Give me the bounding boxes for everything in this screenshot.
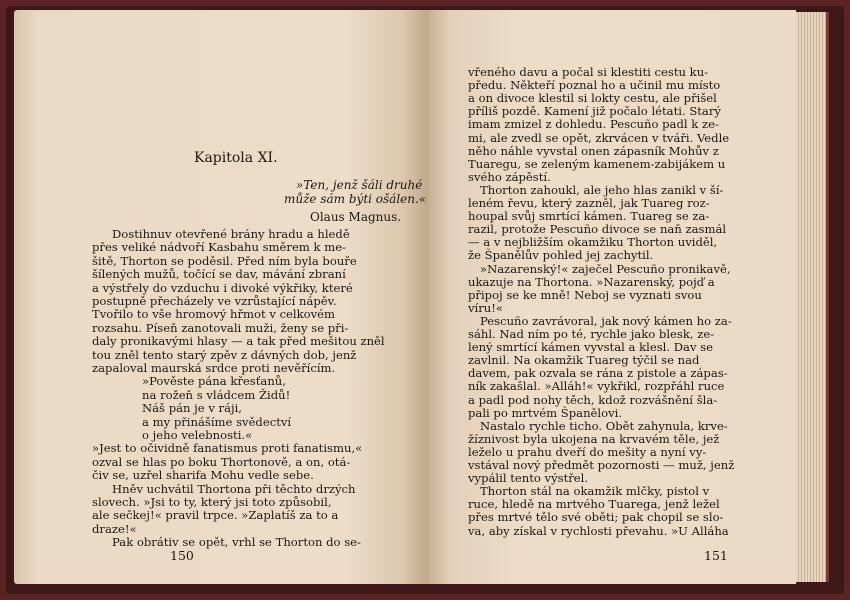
paragraph-line: přes mrtvé tělo své oběti; pak chopil se slo- <box>468 510 724 525</box>
paragraph-line: a padl pod nohy těch, kdož rozvášnění šla- <box>468 392 718 407</box>
paragraph-line: »Jest to očividně fanatismus proti fanatismu,« <box>92 441 363 456</box>
paragraph-line: houpal svůj smrtící kámen. Tuareg se za- <box>468 209 710 224</box>
paragraph-line: Nastalo rychle ticho. Obět zahynula, krve- <box>480 418 728 433</box>
right-page <box>428 10 796 584</box>
paragraph-line: davem, pak ozvala se rána z pistole a zápas- <box>468 366 728 381</box>
verse-line: Náš pán je v ráji, <box>142 401 242 416</box>
paragraph-line: Tuaregu, se zeleným kamenem-zabijákem u <box>468 156 726 171</box>
paragraph-line: Dostihnuv otevřené brány hradu a hledě <box>112 227 350 241</box>
paragraph-line: ozval se hlas po boku Thortonově, a on, otá- <box>92 454 351 469</box>
page-number-right: 151 <box>704 548 728 563</box>
paragraph-line: že Španělův pohled jej zachytil. <box>468 248 654 263</box>
paragraph-line: přes veliké nádvoří Kasbahu směrem k me- <box>92 240 346 255</box>
paragraph-line: slovech. »Jsi to ty, který jsi toto způsobil, <box>92 495 332 509</box>
paragraph-line: ruce, hledě na mrtvého Tuarega, jenž ležel <box>468 497 720 512</box>
paragraph-line: va, aby získal v rychlosti převahu. »U Alláha <box>468 523 729 538</box>
left-page <box>14 10 428 584</box>
paragraph-line: svého zápěstí. <box>468 169 551 184</box>
paragraph-line: Pescuño zavrávoral, jak nový kámen ho za- <box>480 313 732 328</box>
paragraph-line: zavlnil. Na okamžik Tuareg týčil se nad <box>468 353 700 368</box>
paragraph-line: a výstřely do vzduchu i divoké výkřiky, které <box>92 280 353 295</box>
paragraph-line: zapaloval maurská srdce proti nevěřícím. <box>92 361 336 375</box>
paragraph-line: pali po mrtvém Španělovi. <box>468 405 623 420</box>
paragraph-line: Pak obrátiv se opět, vrhl se Thorton do se- <box>112 535 361 550</box>
paragraph-line: leném řevu, který zazněl, jak Tuareg roz- <box>468 196 710 210</box>
epigraph-line: může sám býti ošálen.« <box>284 192 427 206</box>
paragraph-line: víru!« <box>468 300 504 315</box>
paragraph-line: ník zakašlal. »Alláh!« vykřikl, rozpřáhl ruce <box>468 379 725 394</box>
paragraph-line: Thorton stál na okamžik mlčky, pistol v <box>480 484 710 499</box>
paragraph-line: připoj se ke mně! Neboj se vyznati svou <box>468 287 702 302</box>
chapter-title: Kapitola XI. <box>194 150 278 166</box>
paragraph-line: sáhl. Nad ním po té, rychle jako blesk, ze- <box>468 327 715 341</box>
paragraph-line: imam zmizel z dohledu. Pescuño padl k ze- <box>468 117 719 132</box>
paragraph-line: šitě, Thorton se poděsil. Před ním byla bouře <box>92 253 357 268</box>
page-number-left: 150 <box>170 548 194 563</box>
paragraph-line: lený smrtící kámen vyvstal a klesl. Dav se <box>468 340 713 355</box>
paragraph-line: Hněv uchvátil Thortona při těchto drzých <box>112 481 356 496</box>
verse-line: o jeho velebnosti.« <box>142 428 253 442</box>
paragraph-line: vřeného davu a počal si klestiti cestu ku- <box>468 65 709 79</box>
paragraph-line: draze!« <box>92 521 137 536</box>
paragraph-line: tou zněl tento starý zpěv z dávných dob, jenž <box>92 347 357 362</box>
paragraph-line: »Nazarenský!« zaječel Pescuño pronikavě, <box>480 261 731 276</box>
paragraph-line: něho náhle vyvstal onen zápasník Mohův z <box>468 143 719 158</box>
paragraph-line: vstával nový předmět pozornosti — muž, jenž <box>468 458 735 472</box>
paragraph-line: žíznivost byla ukojena na krvavém těle, jež <box>468 431 720 446</box>
page-edges <box>796 12 829 582</box>
paragraph-line: daly pronikavými hlasy — a tak před mešitou zněl <box>92 334 385 349</box>
paragraph-line: šílených mužů, točící se dav, mávání zbraní <box>92 267 346 282</box>
paragraph-line: vypálil tento výstřel. <box>468 471 589 486</box>
paragraph-line: ukazuje na Thortona. »Nazarenský, pojď a <box>468 274 715 289</box>
paragraph-line: příliš pozdě. Kamení již počalo létati. Starý <box>468 104 721 119</box>
paragraph-line: postupně přecházely ve vzrůstající nápěv. <box>92 294 337 308</box>
paragraph-line: razil, protože Pescuño divoce se naň zasmál <box>468 222 727 237</box>
paragraph-line: Thorton zahoukl, ale jeho hlas zanikl v ší- <box>480 182 724 197</box>
paragraph-line: předu. Někteří poznal ho a učinil mu místo <box>468 78 721 93</box>
paragraph-line: leželo u prahu dveří do mešity a nyní vy- <box>468 444 707 459</box>
paragraph-line: rozsahu. Píseň zanotovali muži, ženy se při- <box>92 320 349 335</box>
verse-line: na rožeň s vládcem Židů! <box>142 387 291 402</box>
epigraph-author: Olaus Magnus. <box>310 210 402 224</box>
verse-line: a my přinášíme svědectví <box>142 414 292 429</box>
paragraph-line: — a v nejbližším okamžiku Thorton uviděl, <box>468 235 718 250</box>
paragraph-line: mi, ale zvedl se opět, zkrvácen v tváři. Vedle <box>468 130 730 145</box>
paragraph-line: čiv se, uzřel sharifa Mohu vedle sebe. <box>92 468 314 483</box>
paragraph-line: Tvořilo to vše hromový hřmot v celkovém <box>92 307 336 322</box>
paragraph-line: ale sečkej!« pravil trpce. »Zaplatíš za to a <box>92 508 339 523</box>
paragraph-line: a on divoce klestil si lokty cestu, ale přišel <box>468 91 717 106</box>
verse-line: »Pověste pána křesťanů, <box>142 374 286 389</box>
epigraph-line: »Ten, jenž šáli druhé <box>296 178 423 192</box>
